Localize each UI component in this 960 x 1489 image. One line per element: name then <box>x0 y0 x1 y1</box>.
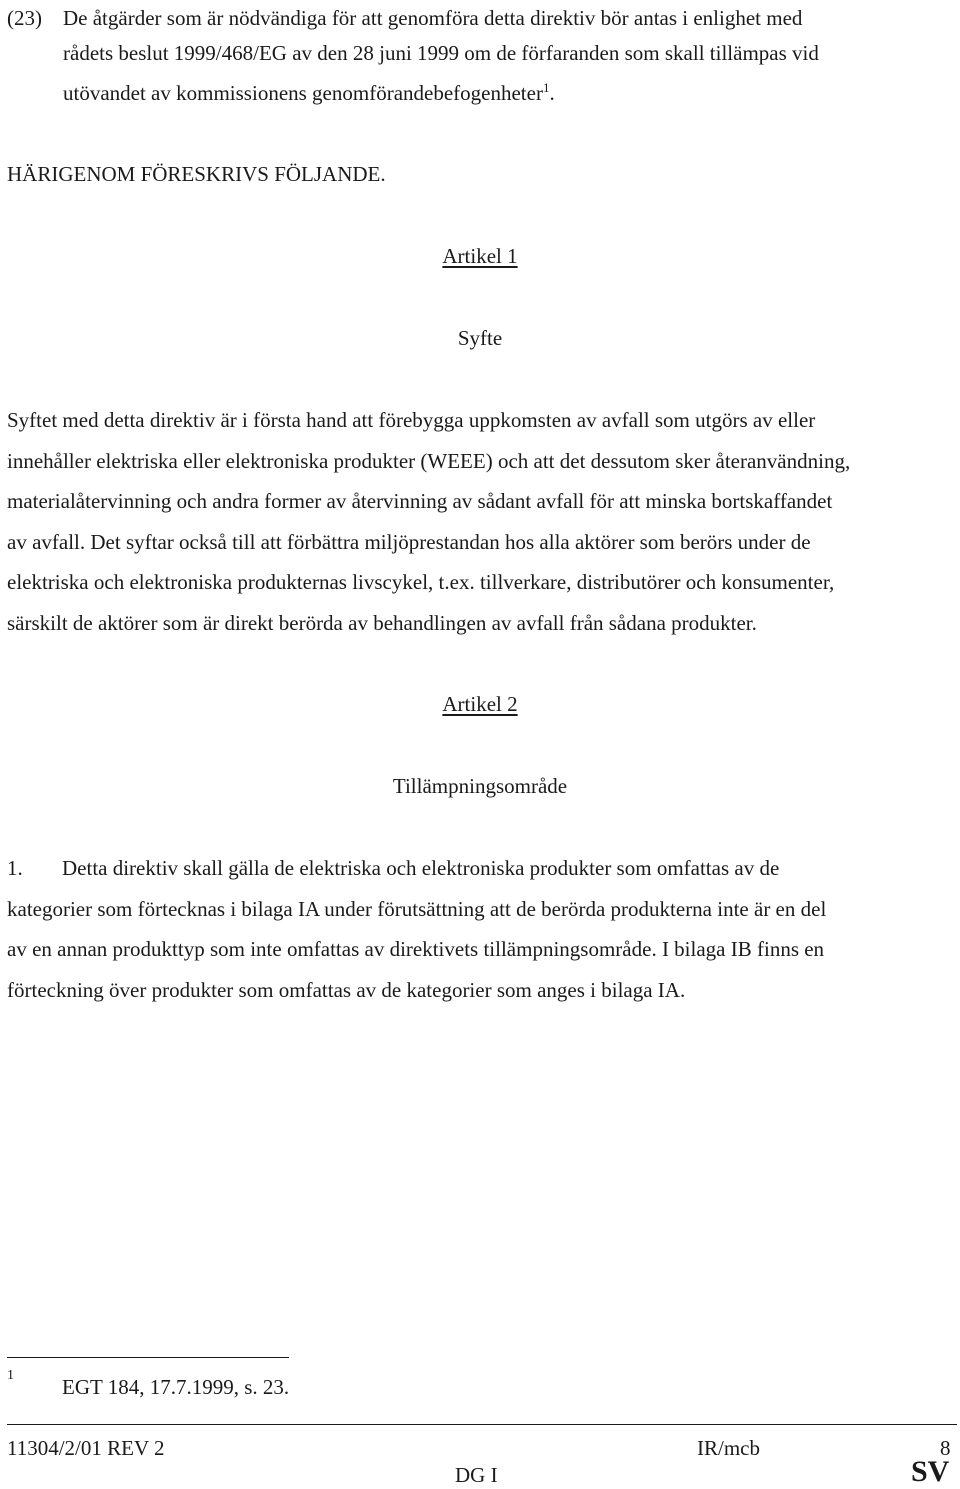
article-2-line-2: kategorier som förtecknas i bilaga IA under förutsättning att de berörda produkterna inte är en del <box>7 897 827 921</box>
article-2-heading-text: Artikel 2 <box>442 692 518 716</box>
recital-line-3-end: . <box>549 81 555 105</box>
footnote-separator <box>7 1357 289 1358</box>
footer-language: SV <box>911 1455 950 1488</box>
enacting-formula: HÄRIGENOM FÖRESKRIVS FÖLJANDE. <box>7 162 386 186</box>
article-1-line-1: Syftet med detta direktiv är i första hand att förebygga uppkomsten av avfall som utgörs av eller <box>7 408 816 432</box>
recital-line-2: rådets beslut 1999/468/EG av den 28 juni 1999 om de förfaranden som skall tillämpas vid <box>63 41 819 65</box>
footer-initials: IR/mcb <box>697 1436 760 1460</box>
footer-doc-ref: 11304/2/01 REV 2 <box>7 1436 165 1460</box>
recital-line-3 <box>63 80 555 106</box>
article-2-point-number: 1. <box>7 856 23 880</box>
article-2-line-1: Detta direktiv skall gälla de elektriska och elektroniska produkter som omfattas av de <box>62 856 780 880</box>
article-2-title: Tillämpningsområde <box>392 774 568 798</box>
article-1-line-3: materialåtervinning och andra former av återvinning av sådant avfall för att minska bortskaffandet <box>7 489 833 513</box>
footnote-text: EGT 184, 17.7.1999, s. 23. <box>62 1375 290 1399</box>
article-1-heading-text: Artikel 1 <box>442 244 518 268</box>
article-1-title: Syfte <box>457 326 503 350</box>
article-1-line-6: särskilt de aktörer som är direkt berörda av behandlingen av avfall från sådana produkter. <box>7 611 757 635</box>
article-2-heading <box>0 691 960 717</box>
article-1-heading <box>0 243 960 269</box>
article-1-line-2: innehåller elektriska eller elektroniska produkter (WEEE) och att det dessutom sker återanvändning, <box>7 449 851 473</box>
article-1-line-4: av avfall. Det syftar också till att förbättra miljöprestandan hos alla aktörer som berörs under de <box>7 530 811 554</box>
article-2-line-3: av en annan produkttyp som inte omfattas av direktivets tillämpningsområde. I bilaga IB finns en <box>7 937 825 961</box>
recital-number: (23) <box>7 6 42 30</box>
footnote-reference[interactable]: 1 <box>542 80 550 95</box>
footnote-marker: 1 <box>7 1368 14 1383</box>
recital-line-1: De åtgärder som är nödvändiga för att genomföra detta direktiv bör antas i enlighet med <box>63 6 803 30</box>
recital-line-3-text: utövandet av kommissionens genomförandebefogenheter <box>63 81 543 105</box>
footer-page-number: 8 <box>940 1436 951 1460</box>
article-1-line-5: elektriska och elektroniska produkternas livscykel, t.ex. tillverkare, distributörer och konsumenter, <box>7 570 835 594</box>
footer-directorate: DG I <box>455 1463 498 1487</box>
footer-rule <box>7 1424 957 1425</box>
article-2-line-4: förteckning över produkter som omfattas av de kategorier som anges i bilaga IA. <box>7 978 686 1002</box>
